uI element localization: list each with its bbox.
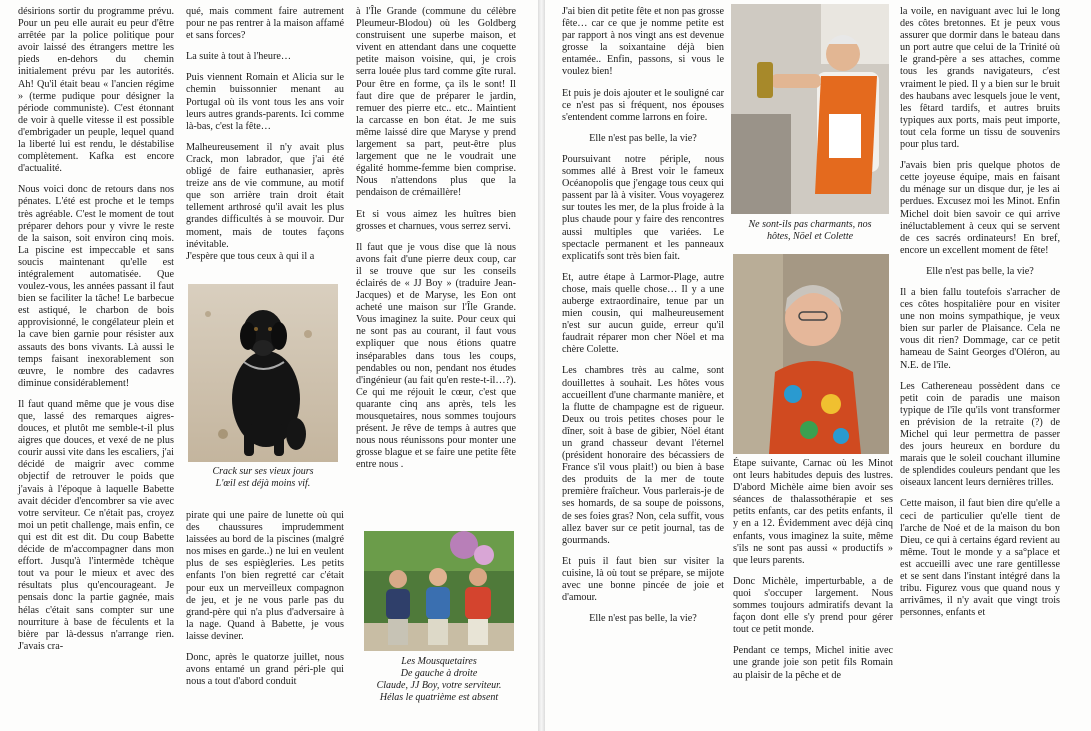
paragraph: à l'Île Grande (commune du célèbre Pleumeur-Blodou) où les Goldberg construisent une superbe maison, et vivent en attendant dans une coquette petite maison voisine, qui, je crois serra louée plus tard comme gîte rural. Pour être en forme, ça ils le sont! Il faut dire que de préparer le jardin, remuer des pierre etc.. etc.. Maintient la carcasse en bon état. Je me suis même laissé dire que Maryse y prend largement sa part, peut-être plus largement que ne le voudrait une égalité homme-femme bien comprise. Nous n'attendons plus que la pendaison de crémaillère!	[356, 6, 516, 199]
refrain: Elle n'est pas belle, la vie?	[926, 265, 1034, 277]
paragraph: Pendant ce temps, Michel initie avec une grande joie son petit fils Romain au plaisir de la pêche et de	[733, 645, 893, 681]
paragraph: Il faut quand même que je vous dise que, lassé des remarques aigres-douces, et plutôt me semble-t-il plus aigres que douces, et vexé de ne plus courir aussi vite dans les escaliers, j'ai décidé de maigrir avec comme objectif de retrouver le poids que j'avais à l'époque à laquelle Babette avait décider d'encombrer sa vie avec votre serviteur. Ce n'était pas, croyez moi un petit challenge, mais enfin, ce qui est dit est dit. Du coup Babette décide de m'accompagner dans mon effort. Jusqu'à l'intermède tchèque tout va pour le mieux et avec des résultats plus qu'encourageant. Je pensais donc la partie gagnée, mais hélas c'était sans compter sur une nourriture à base de féculents et la bière par là-dessus n'arrange rien. J'avais cra-	[18, 398, 174, 652]
page-gutter	[538, 0, 545, 731]
refrain: Elle n'est pas belle, la vie?	[589, 613, 697, 625]
column-2-bottom	[186, 510, 344, 697]
column-3	[356, 6, 516, 480]
column-2-top	[186, 6, 344, 272]
cook-photo	[731, 4, 889, 214]
refrain: Elle n'est pas belle, la vie?	[589, 132, 697, 144]
paragraph: Puis viennent Romain et Alicia sur le chemin buissonnier menant au Portugal où ils vont tous les ans voir leurs autres grands-parents. Ici comme là-bas, c'est la fête…	[186, 72, 344, 132]
paragraph: Malheureusement il n'y avait plus Crack, mon labrador, que j'ai été obligé de faire euthanasier, après treize ans de vie commune, au motif que son arrière train droit était tellement arthrosé qu'il avait les plus grandes difficultés à se mouvoir. Dur moment, mais de toutes façons inévitable.	[186, 141, 344, 250]
paragraph: Poursuivant notre périple, nous sommes allé à Brest voir le fameux Océanopolis que j'engage tous ceux qui passent par là à visiter. Vous voyagerez sur toutes les mer, de la plus froide à la plus chaude pour y faire des rencontres aussi multiples que variées. Le spectacle permanent et les panneaux explicatifs sont très bien fait.	[562, 153, 724, 262]
paragraph: Et puis il faut bien sur visiter la cuisine, là où tout se prépare, se mijote avec une bonne pincée de joie et d'amour.	[562, 555, 724, 604]
dog-photo-caption: Crack sur ses vieux jours L'œil est déjà moins vif.	[212, 466, 314, 489]
paragraph: Donc, après le quatorze juillet, nous avons entamé un grand péri-ple qui nous a tout d'abord conduit	[186, 652, 344, 688]
paragraph: Donc Michèle, imperturbable, a de quoi s'occuper largement. Nous sommes toujours admiratifs devant la façon dont elle s'y prend pour gérer tout ce petit monde.	[733, 575, 893, 636]
paragraph: la voile, en naviguant avec lui le long des côtes bretonnes. Et je peux vous assurer que dormir dans le bateau dans un port autre que celui de la Trinité où le grand-père a ses attaches, comme tous les grands navigateurs, c'est vraiment le pied. Il y a bien sur le bruit des haubans avec lesquels joue le vent, les fêtard tardifs, et autres bruits typiques aux ports, mais peut importe, tout cela forme un tissu de souvenirs pour plus tard.	[900, 6, 1060, 151]
paragraph: qué, mais comment faire autrement pour ne pas rentrer à la maison affamé et sans forces?	[186, 6, 344, 42]
musketeers-photo	[364, 531, 514, 651]
paragraph: Il faut que je vous dise que là nous avons fait d'une pierre deux coup, car il se trouve que sur les conseils éclairés de « JJ Boy » (traduire Jean-Jacques) et de Maryse, les Eon ont acheté une maison sur l'Île Grande. Vous imaginez la suite. Pour ceux qui ne sont pas au courant, il faut vous expliquer que nous étions quatre inséparables dans tous les coups, pendables ou non, pendant nos études d'ingénieur (au fait qu'en reste-t-il…?). Ce qui me réjouit le cœur, c'est que quarante cinq ans après, tels les mousquetaires, nous sommes toujours présent. Je rêve de temps à autres que nous nous réunissons pour monter une grosse blague et se faire une petite fête entre nous .	[356, 241, 516, 471]
musketeers-caption: Les Mousquetaires De gauche à droite Claude, JJ Boy, votre serviteur. Hélas le quatrième est absent	[376, 656, 502, 703]
paragraph: Étape suivante, Carnac où les Minot ont leurs habitudes depuis des lustres. D'abord Michèle aime bien avoir ses séances de thalassothérapie et ses petits enfants, car des petits enfants, il y en a 12. Évidemment avec déjà cinq enfants, vous imaginez la suite, même s'ils ne sont pas aussi « productifs » que leurs parents.	[733, 458, 893, 566]
paragraph: La suite à tout à l'heure…	[186, 51, 292, 63]
paragraph: Et puis je dois ajouter et le souligné car ce n'est pas si fréquent, nos épouses s'entendent comme larrons en foire.	[562, 87, 724, 123]
paragraph: Et, autre étape à Larmor-Plage, autre chose, mais quelle chose… Il y a une auberge extraordinaire, tenue par un mien cousin, qui malheureusement n'est sur aucun guide, erreur qu'il faudrait réparer mon cher Nöel et ma chère Colette.	[562, 271, 724, 356]
paragraph: Cette maison, il faut bien dire qu'elle a ceci de particulier qu'elle tient de l'arche de Noé et de la maison du bon Dieu, ce qui à certains égard revient au même. Tout le monde y a sa°place et est accueilli avec une rare gentillesse et se sent dans l'instant intégré dans la tribu. Figurez vous que quand nous y arrivâmes, il n'y avait que vingt trois personnes, enfants et	[900, 498, 1060, 619]
paragraph: Il a bien fallu toutefois s'arracher de ces côtes hospitalière pour en visiter une non moins sympathique, je veux bien sur parler de Plaisance. Cela ne vous dit rien? Dommage, car ce petit hameau de Saint Georges d'Oléron, au N.E. de l'île.	[900, 286, 1060, 371]
column-5	[733, 458, 893, 691]
dog-photo	[188, 284, 338, 462]
paragraph: Et si vous aimez les huîtres bien grosses et charnues, vous serrez servi.	[356, 208, 516, 232]
paragraph: J'espère que tous ceux à qui il a	[186, 250, 315, 262]
cook-photo-caption: Ne sont-ils pas charmants, nos hôtes, Nöel et Colette	[748, 219, 872, 242]
column-6	[900, 6, 1060, 628]
paragraph: J'ai bien dit petite fête et non pas grosse fête… car ce que je nomme petite est par rapport à nos vingt ans est devenue grosse la soixantaine déjà bien entamée.. Enfin, passons, si vous le voulez bien!	[562, 6, 724, 78]
paragraph: désirions sortir du programme prévu. Pour un peu elle aurait eu peur d'être arrêtée par la police politique pour avoir laissé des étrangers mettre les pieds en-dehors du chemin initialement prévu par les autorités. Ah! Qu'il était beau « l'ancien régime » (terme pudique pour désigner la période communiste). C'est étonnant de voir à quelle vitesse il est possible d'embrigader un peuple, lequel quand la liberté lui est rendu, le déstabilise complètement. Kafka est encore d'actualité.	[18, 6, 174, 175]
woman-photo	[733, 254, 889, 454]
paragraph: J'avais bien pris quelque photos de cette joyeuse équipe, mais en faisant du ménage sur un disque dur, je les ai perdues. Excusez moi les Minot. Enfin Michel doit bien savoir ce qui arrive inéluctablement à ceux qui se servent de ces sacrés ordinateurs! En bref, encore un excellent moment de fête!	[900, 160, 1060, 256]
paragraph: pirate qui une paire de lunette où qui des chaussures imprudemment laissées au bord de la piscines (malgré nos mises en garde..) ne lui en veulent plus de ses espiègleries. Les petits enfants l'on bien regretté car c'était pour eux un merveilleux compagnon de jeu, et je ne vous parle pas du grand-père qui n'a plus d'adversaire à la nage. Quand à Babette, je vous laisse deviner.	[186, 510, 344, 642]
column-1	[18, 6, 174, 662]
paragraph: Nous voici donc de retours dans nos pénates. L'été est proche et le temps très agréable. C'est le moment de tout préparer dehors pour y vivre le reste de la saison, soit environ cinq mois. La piscine est impeccable et sans soucis maintenant qu'elle est intégralement automatisée. Que voulez-vous, les années passant il faut bien se faciliter la tâche! Le barbecue est astiqué, le charbon de bois approvisionné, le congélateur plein et la cave bien garnie pour résister aux assauts des bons vivants. Là aussi le temps faisant inexorablement son œuvre, le nombre des cadavres diminue considérablement!	[18, 184, 174, 389]
column-4	[562, 6, 724, 634]
paragraph: Les Cathereneau possèdent dans ce petit coin de paradis une maison typique de l'île qu'ils vont transformer en prévision de la retraite (?) de Michel qui leur permettra de passer des jours heureux en bordure du marais que le soleil couchant illumine de splendides couleurs pendant que les oiseaux lancent leurs dernières trilles.	[900, 380, 1060, 489]
paragraph: Les chambres très au calme, sont douillettes à souhait. Les hôtes vous accueillent d'une charmante manière, et la flutte de champagne est de rigueur. Deux ou trois petites choses pour le dîner, soit à base de gibier, Nöel étant un grand chasseur devant l'éternel (président honoraire des bécassiers de France s'il vous plait!) ou bien à base des produits de la mer de toute première fraîcheur. Vous parlerais-je de ses homards, de sa soupe de poissons, de ses foies gras? Non, cela suffit, vous allez baver sur ce petit journal, tas de gourmands.	[562, 365, 724, 546]
